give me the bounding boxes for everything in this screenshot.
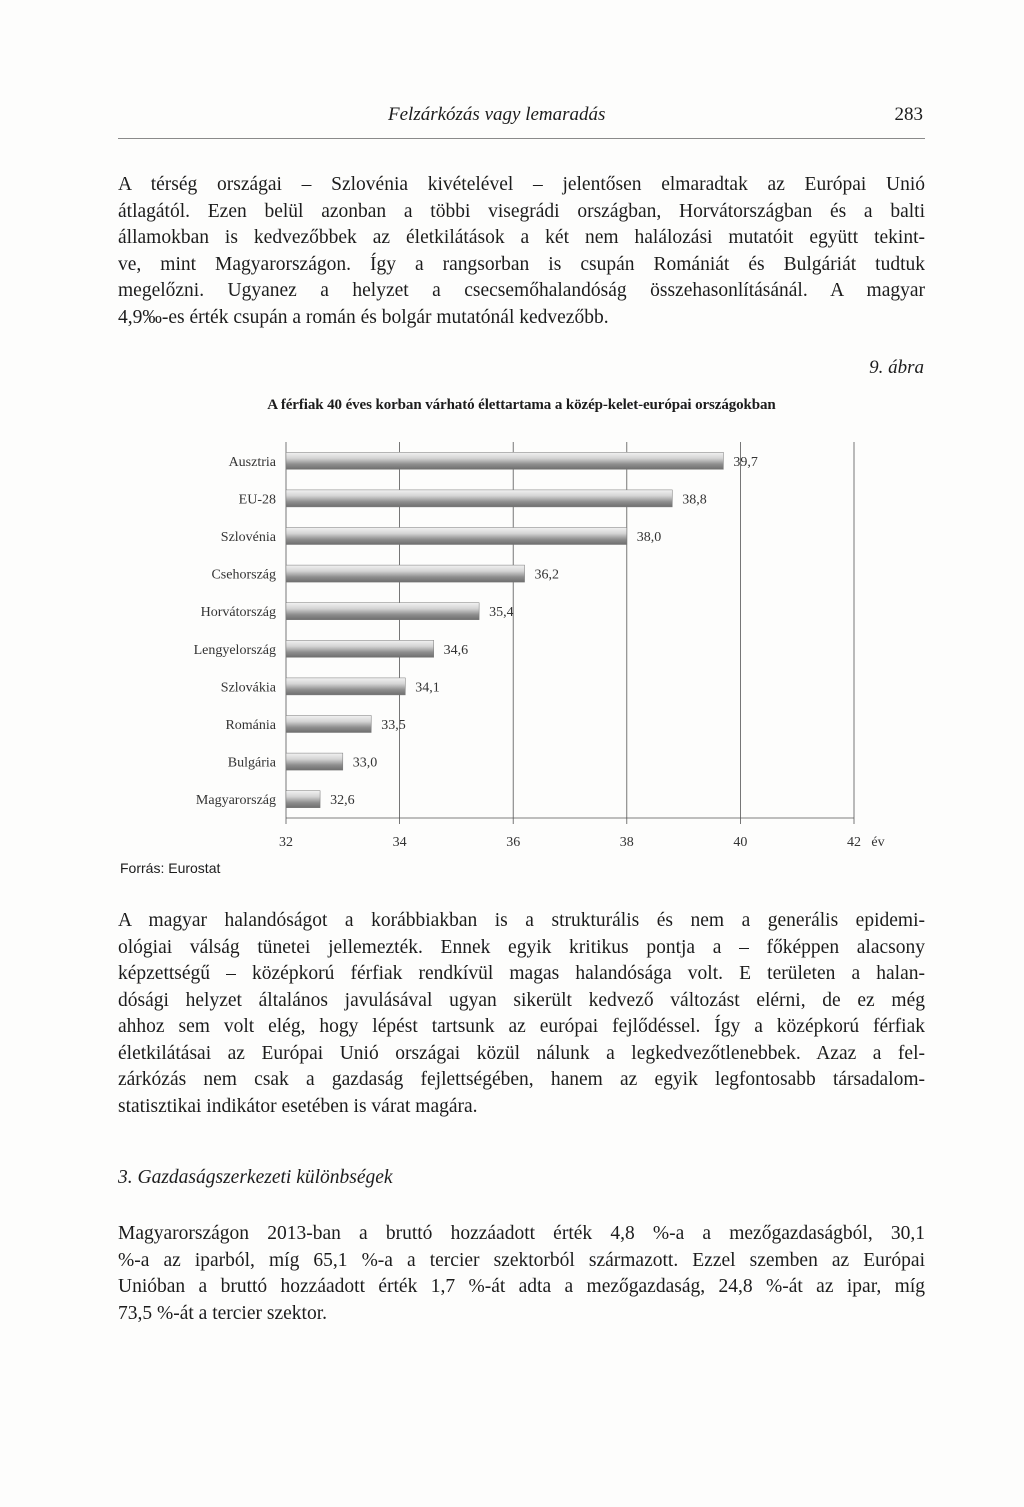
text-line: ve, mint Magyarországon. Így a rangsorban is csupán Romániát és Bulgáriát tudtuk <box>118 253 925 275</box>
section-title: 3. Gazdaságszerkezeti különbségek <box>118 1167 393 1188</box>
chart-bars <box>286 452 723 807</box>
running-title: Felzárkózás vagy lemaradás <box>388 104 606 125</box>
category-label: Szlovákia <box>220 680 276 696</box>
text-line: dósági helyzet általános javulásával ugyan sikerült kedvező változást elérni, de ez még <box>118 989 925 1011</box>
text-line: Unióban a bruttó hozzáadott érték 1,7 %-át adta a mezőgazdaság, 24,8 %-át az ipar, míg <box>118 1276 925 1297</box>
x-tick-label: 34 <box>392 835 407 850</box>
category-label: Ausztria <box>228 454 276 470</box>
text-line: Magyarországon 2013-ban a bruttó hozzáadott érték 4,8 %-a a mezőgazdaságból, 30,1 <box>118 1223 925 1244</box>
page-number: 283 <box>894 104 923 125</box>
text-line: A magyar halandóságot a korábbiakban is a strukturális és nem a generális epidemi- <box>118 910 925 931</box>
bar-chart <box>140 432 920 852</box>
value-label: 33,0 <box>352 755 378 771</box>
text-line: ológiai válság tünetei jellemezték. Ennek egyik kritikus pontja a – főképpen alacsony <box>118 936 925 958</box>
bar <box>286 452 723 469</box>
text-line: %-a az iparból, míg 65,1 %-a a tercier szektorból származott. Ezzel szemben az Európai <box>118 1249 925 1271</box>
value-label: 38,8 <box>682 492 707 508</box>
category-label: Csehország <box>211 567 276 583</box>
chart-title: A férfiak 40 éves korban várható élettartama a közép-kelet-európai országokban <box>267 397 776 413</box>
text-line: A térség országai – Szlovénia kivételével – jelentősen elmaradtak az Európai Unió <box>118 174 925 195</box>
text-line: ahhoz sem volt elég, hogy lépést tartsunk az európai fejlődéssel. Így a középkorú férfiak <box>118 1016 925 1037</box>
text-line: 4,9‰-es érték csupán a román és bolgár mutatónál kedvezőbb. <box>118 306 609 328</box>
x-tick-label: 32 <box>279 835 293 850</box>
bar <box>286 678 405 695</box>
paragraph-economy <box>118 1221 925 1327</box>
figure-label: 9. ábra <box>869 357 924 378</box>
category-label: Lengyelország <box>193 642 276 658</box>
value-label: 32,6 <box>330 793 355 809</box>
text-line: államokban is kedvezőbbek az életkilátások a két nem halálozási mutatóit együtt tekint- <box>118 227 925 248</box>
text-line: 73,5 %-át a tercier szektor. <box>118 1302 327 1324</box>
x-tick-label: 40 <box>733 835 748 850</box>
value-label: 35,4 <box>489 605 514 621</box>
paragraph-intro <box>118 172 925 331</box>
x-tick-label: 42 <box>847 835 861 850</box>
bar <box>286 603 479 620</box>
value-label: 38,0 <box>636 530 662 545</box>
bar <box>286 528 627 545</box>
figure-source: Forrás: Eurostat <box>120 860 221 876</box>
bar <box>286 640 434 657</box>
text-line: képzettségű – középkorú férfiak rendkívül magas halandósága volt. E területen a halan- <box>118 963 925 984</box>
text-line: megelőzni. Ugyanez a helyzet a csecsemőhalandóság összehasonlításánál. A magyar <box>118 280 925 301</box>
category-label: EU-28 <box>238 492 276 508</box>
value-label: 34,6 <box>443 642 469 658</box>
x-axis-label: év <box>871 835 885 850</box>
category-label: Szlovénia <box>220 530 276 545</box>
text-line: zárkózás nem csak a gazdaság fejlettségében, hanem az egyik legfontosabb társadalom- <box>118 1069 925 1090</box>
value-label: 36,2 <box>534 567 560 583</box>
bar <box>286 565 525 582</box>
value-label: 33,5 <box>381 718 406 733</box>
value-label: 39,7 <box>733 454 758 470</box>
bar <box>286 791 320 808</box>
category-label: Bulgária <box>227 755 276 771</box>
x-tick-label: 38 <box>619 835 634 850</box>
x-tick-label: 36 <box>506 835 521 850</box>
text-line: életkilátásai az Európai Unió országai közül nálunk a legkedvezőtlenebbek. Azaz a fel- <box>118 1042 925 1064</box>
category-label: Horvátország <box>200 605 276 621</box>
text-line: átlagától. Ezen belül azonban a többi visegrádi országban, Horvátországban és a balti <box>118 200 925 222</box>
bar <box>286 753 343 770</box>
value-label: 34,1 <box>415 680 440 696</box>
paragraph-analysis <box>118 908 925 1120</box>
running-header <box>118 100 925 139</box>
text-line: statisztikai indikátor esetében is várat magára. <box>118 1095 478 1117</box>
bar <box>286 716 371 733</box>
bar <box>286 490 672 507</box>
category-label: Románia <box>225 718 276 733</box>
category-label: Magyarország <box>195 793 276 809</box>
